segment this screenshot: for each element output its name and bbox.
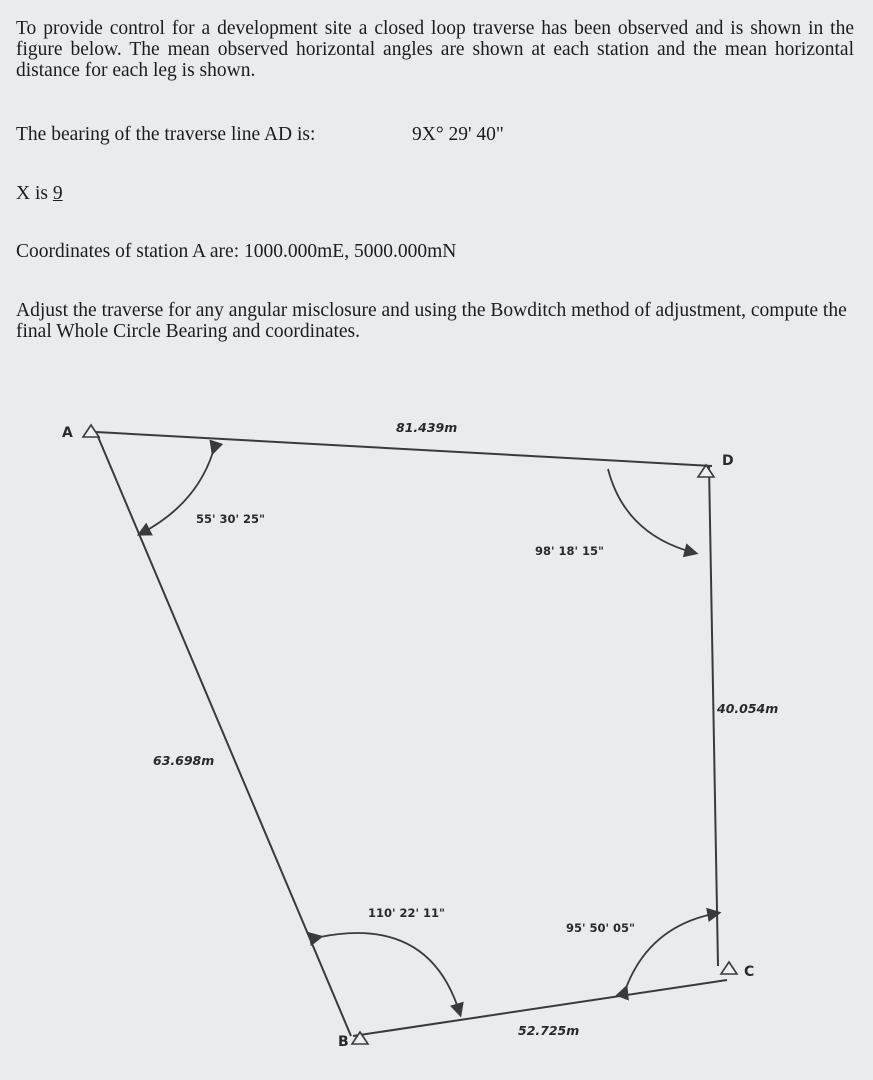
- station-c-label: C: [744, 964, 755, 980]
- angle-b-arc-icon: [320, 933, 460, 1014]
- problem-intro: To provide control for a development site a closed loop traverse has been observed and is shown in the figure below. The mean observed horizontal angles are shown at each station and the mean horizontal distance for each leg is shown.: [16, 18, 854, 81]
- station-a-triangle-icon: [83, 425, 99, 437]
- distance-ad-label: 81.439m: [396, 420, 458, 435]
- distance-ab-label: 63.698m: [153, 753, 215, 768]
- angle-c-label: 95' 50' 05": [566, 921, 636, 935]
- leg-dc: [709, 466, 718, 966]
- task-instructions: Adjust the traverse for any angular misclosure and using the Bowditch method of adjustment, compute the final Whole Circle Bearing and coordinates.: [16, 300, 847, 342]
- angle-a-label: 55' 30' 25": [196, 512, 266, 526]
- bearing-label: The bearing of the traverse line AD is:: [16, 124, 316, 145]
- angle-b-label: 110' 22' 11": [368, 906, 446, 920]
- angle-c-arc-icon: [626, 913, 718, 988]
- x-value: 9: [52, 183, 63, 204]
- angle-d-arc-icon: [608, 469, 695, 553]
- station-d-label: D: [722, 453, 734, 469]
- distance-bc-label: 52.725m: [518, 1023, 580, 1038]
- distance-dc-label: 40.054m: [717, 701, 779, 716]
- station-c-triangle-icon: [721, 962, 737, 974]
- bearing-value: 9X° 29' 40": [412, 124, 504, 145]
- station-b-label: B: [338, 1034, 349, 1050]
- station-a-coordinates: Coordinates of station A are: 1000.000mE, 5000.000mN: [16, 241, 457, 262]
- leg-ad: [96, 432, 712, 466]
- x-prefix: X is: [16, 183, 53, 204]
- station-a-label: A: [62, 425, 73, 441]
- angle-d-label: 98' 18' 15": [535, 544, 605, 558]
